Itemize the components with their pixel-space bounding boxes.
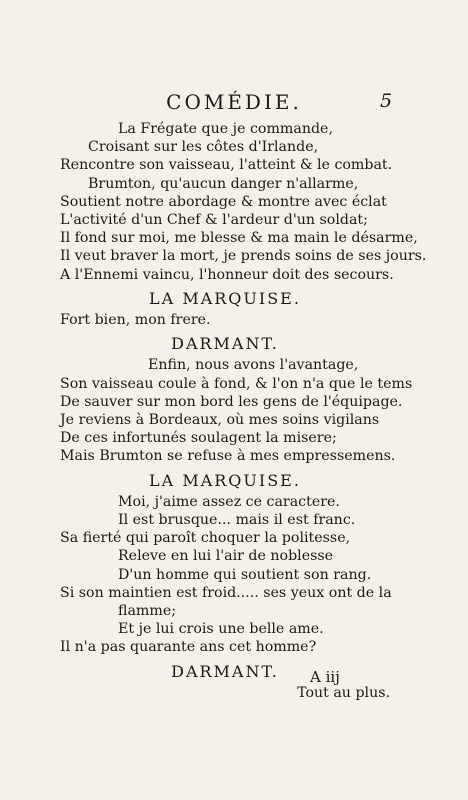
verse-line: L'activité d'un Chef & l'ardeur d'un soldat; [60, 212, 368, 229]
verse-line: De ces infortunés soulagent la misere; [60, 430, 337, 447]
verse-line: Et je lui crois une belle ame. [118, 621, 324, 638]
play-text [60, 120, 427, 702]
verse-line: Il fond sur moi, me blesse & ma main le désarme, [60, 230, 418, 247]
speaker-name: DARMANT. [171, 334, 279, 354]
verse-line: Moi, j'aime assez ce caractere. [118, 493, 340, 510]
verse-line: La Frégate que je commande, [118, 121, 333, 137]
verse-line: Mais Brumton se refuse à mes empressemens. [60, 448, 396, 465]
signature-text: A iij [310, 668, 340, 686]
verse-line: Il est brusque... mais il est franc. [118, 512, 356, 529]
verse-line: Tout au plus. [297, 684, 390, 701]
speaker-name: DARMANT. [171, 661, 279, 681]
signature-mark [290, 668, 400, 686]
running-title: COMÉDIE. [166, 90, 302, 114]
verse-line: Releve en lui l'air de noblesse [118, 548, 334, 565]
speaker-name: LA MARQUISE. [149, 470, 301, 490]
verse-line: Soutient notre abordage & montre avec éclat [60, 193, 387, 210]
verse-line: D'un homme qui soutient son rang. [118, 566, 372, 583]
verse-line: Si son maintien est froid..... ses yeux ont de la [60, 584, 392, 601]
verse-line: Il n'a pas quarante ans cet homme? [60, 639, 317, 656]
verse-line: flamme; [118, 603, 177, 620]
verse-line: A l'Ennemi vaincu, l'honneur doit des secours. [60, 266, 394, 283]
verse-line: Je reviens à Bordeaux, où mes soins vigilans [60, 412, 380, 429]
page-header [0, 90, 468, 120]
verse-line: Son vaisseau coule à fond, & l'on n'a que le tems [60, 375, 413, 392]
verse-line: Enfin, nous avons l'avantage, [148, 357, 359, 374]
verse-line: Rencontre son vaisseau, l'atteint & le combat. [60, 157, 393, 174]
verse-line: Fort bien, mon frere. [60, 312, 211, 329]
verse-line: De sauver sur mon bord les gens de l'équipage. [60, 393, 403, 410]
verse-line: Sa fierté qui paroît choquer la politesse, [60, 530, 351, 547]
verse-line: Il veut braver la mort, je prends soins de ses jours. [60, 248, 427, 265]
speaker-name: LA MARQUISE. [149, 288, 301, 308]
verse-line: Brumton, qu'aucun danger n'allarme, [88, 175, 359, 192]
page-number: 5 [380, 90, 393, 112]
verse-line: Croisant sur les côtes d'Irlande, [88, 139, 319, 156]
